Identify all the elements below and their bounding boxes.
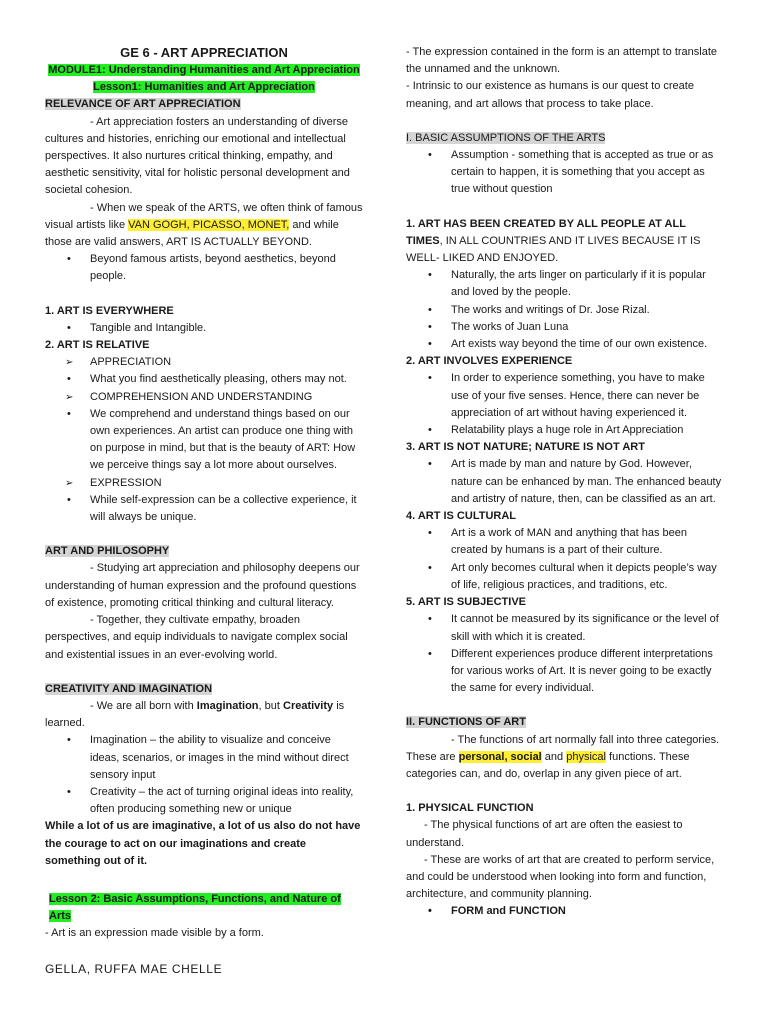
list-item: • Different experiences produce different interpretations for various works of Art. It is never going to be exactly the same for every individual. bbox=[406, 646, 723, 698]
philosophy-paragraph-1: - Studying art appreciation and philosophy deepens our understanding of human expression and the profound questions of existence, promoting critical thinking and cultural literacy. bbox=[45, 562, 360, 609]
list-item: • Naturally, the arts linger on particularly if it is popular and loved by the people. bbox=[406, 267, 723, 301]
list-item: • Beyond famous artists, beyond aesthetics, beyond people. bbox=[45, 251, 363, 285]
list-item: • Creativity – the act of turning original ideas into reality, often producing something new or unique bbox=[45, 784, 363, 818]
physical-paragraph-1: - The physical functions of art are often the easiest to understand. bbox=[406, 819, 683, 849]
list-item: • Art is made by man and nature by God. However, nature can be enhanced by man. The enhanced beauty and artistry of nature, then, can be classified as an art. bbox=[406, 456, 723, 508]
creativity-bold-paragraph: While a lot of us are imaginative, a lot of us also do not have the courage to act on our imaginations and create something out of it. bbox=[45, 820, 361, 867]
physical-highlight: physical bbox=[566, 750, 606, 763]
list-item: • Art only becomes cultural when it depicts people’s way of life, religious practices, and traditions, etc. bbox=[406, 560, 723, 594]
section-heading: 3. ART IS NOT NATURE; NATURE IS NOT ART bbox=[406, 441, 645, 454]
list-item: • FORM and FUNCTION bbox=[406, 903, 723, 920]
section-heading: 2. ART INVOLVES EXPERIENCE bbox=[406, 355, 573, 368]
creativity-paragraph: - We are all born with Imagination, but Creativity is learned. bbox=[45, 699, 345, 730]
artists-highlight: VAN GOGH, PICASSO, MONET, bbox=[128, 218, 290, 231]
personal-social-highlight: personal, social bbox=[458, 750, 542, 763]
physical-paragraph-2: - These are works of art that are created to perform service, and could be understood when looking into form and function, architecture, and community planning. bbox=[406, 853, 715, 901]
meaning-paragraph: - Intrinsic to our existence as humans is our quest to create meaning, and art allows that process to take place. bbox=[406, 80, 694, 110]
document-title: GE 6 - ART APPRECIATION bbox=[120, 45, 288, 60]
assumptions-heading: I. BASIC ASSUMPTIONS OF THE ARTS bbox=[406, 131, 606, 144]
art-relative-list bbox=[45, 354, 363, 526]
philosophy-heading: ART AND PHILOSOPHY bbox=[45, 545, 170, 558]
list-item: • It cannot be measured by its significance or the level of skill with which it is created. bbox=[406, 611, 723, 645]
creativity-heading: CREATIVITY AND IMAGINATION bbox=[45, 682, 213, 695]
list-item: • Assumption - something that is accepted as true or as certain to happen, it is something that you accept as true without question bbox=[406, 147, 723, 199]
section-heading: 2. ART IS RELATIVE bbox=[45, 339, 150, 352]
list-item: • While self-expression can be a collective experience, it will always be unique. bbox=[45, 492, 363, 526]
list-item: • Tangible and Intangible. bbox=[45, 320, 363, 337]
list-item: • Art exists way beyond the time of our own existence. bbox=[406, 336, 723, 353]
list-item: • We comprehend and understand things based on our own experiences. An artist can produce one thing with on purpose in mind, but that is the beauty of ART: How we perceive things say a lot more about ourselves. bbox=[45, 406, 363, 475]
philosophy-paragraph-2: - Together, they cultivate empathy, broaden perspectives, and equip individuals to navigate complex social and existential issues in an ever-evolving world. bbox=[45, 614, 348, 661]
list-item: • Relatability plays a huge role in Art Appreciation bbox=[406, 422, 723, 439]
left-column bbox=[45, 44, 363, 943]
lesson2-heading: Lesson 2: Basic Assumptions, Functions, and Nature of Arts bbox=[49, 892, 341, 923]
functions-heading: II. FUNCTIONS OF ART bbox=[406, 716, 526, 729]
section-heading: 5. ART IS SUBJECTIVE bbox=[406, 596, 527, 609]
expression-paragraph: - The expression contained in the form is an attempt to translate the unnamed and the unknown. bbox=[406, 46, 718, 76]
list-item: • Art is a work of MAN and anything that has been created by humans is a part of their culture. bbox=[406, 525, 723, 559]
functions-paragraph: - The functions of art normally fall into three categories. These are personal, social and physical functions. These categories can, and do, overlap in any given piece of art. bbox=[406, 733, 720, 780]
list-item: • In order to experience something, you have to make use of your five senses. Hence, there can never be appreciation of art without having experienced it. bbox=[406, 370, 723, 422]
list-item: • Imagination – the ability to visualize and conceive ideas, scenarios, or images in the mind without direct sensory input bbox=[45, 732, 363, 784]
module-heading: MODULE1: Understanding Humanities and Art Appreciation bbox=[48, 64, 360, 76]
section-heading: 1. PHYSICAL FUNCTION bbox=[406, 802, 534, 815]
assumption-1: 1. ART HAS BEEN CREATED BY ALL PEOPLE AT ALL TIMES, IN ALL COUNTRIES AND IT LIVES BECAUSE IT IS WELL- LIKED AND ENJOYED. bbox=[406, 217, 701, 265]
relevance-paragraph-2: - When we speak of the ARTS, we often think of famous visual artists like VAN GOGH, PICASSO, MONET, and while those are valid answers, ART IS ACTUALLY BEYOND. bbox=[45, 201, 363, 249]
arrow-list-item: ➢ EXPRESSION bbox=[45, 475, 363, 492]
arrow-list-item: ➢ COMPREHENSION AND UNDERSTANDING bbox=[45, 389, 363, 406]
lesson1-heading: Lesson1: Humanities and Art Appreciation bbox=[93, 81, 315, 94]
list-item: • The works and writings of Dr. Jose Rizal. bbox=[406, 302, 723, 319]
assumption-1-title: 1. ART HAS BEEN CREATED BY ALL PEOPLE AT ALL TIMES bbox=[406, 217, 686, 247]
section-heading: 4. ART IS CULTURAL bbox=[406, 510, 516, 523]
list-item: • What you find aesthetically pleasing, others may not. bbox=[45, 371, 363, 388]
section-heading: 1. ART IS EVERYWHERE bbox=[45, 304, 174, 317]
author-footer: GELLA, RUFFA MAE CHELLE bbox=[45, 962, 223, 976]
lesson2-intro: - Art is an expression made visible by a form. bbox=[45, 927, 264, 940]
list-item: • The works of Juan Luna bbox=[406, 319, 723, 336]
relevance-paragraph-1: - Art appreciation fosters an understanding of diverse cultures and histories, enriching our emotional and intellectual perspectives. It also nurtures critical thinking, empathy, and aesthetic sensitivity, vital for holistic personal development and societal cohesion. bbox=[45, 115, 350, 197]
arrow-list-item: ➢ APPRECIATION bbox=[45, 354, 363, 371]
right-column bbox=[406, 44, 723, 921]
relevance-heading: RELEVANCE OF ART APPRECIATION bbox=[45, 98, 241, 111]
